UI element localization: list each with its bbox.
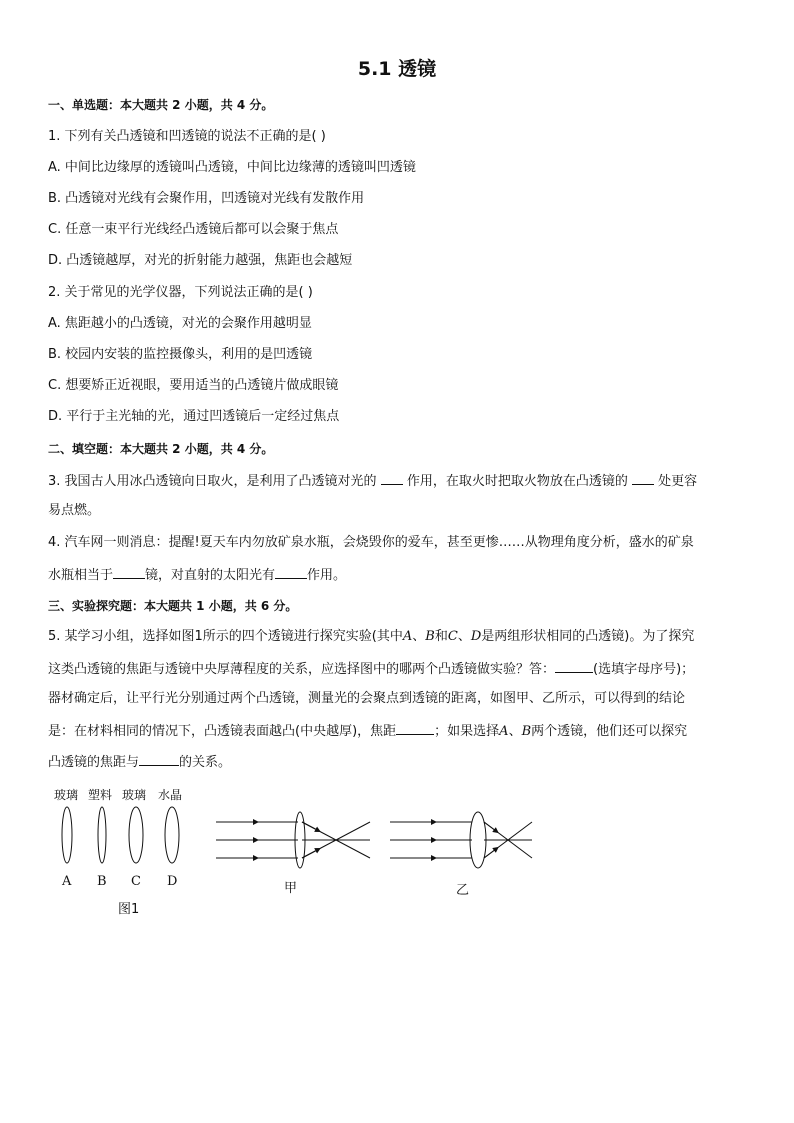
material-label-a: 玻璃 — [54, 788, 79, 802]
q5-line2 — [48, 659, 748, 679]
q5-text-4a: 是：在材料相同的情况下，凸透镜表面越凸(中央越厚)，焦距 — [48, 724, 397, 739]
q2-option-c[interactable]: C. 想要矫正近视眼，要用适当的凸透镜片做成眼镜 — [48, 378, 339, 393]
q3-line2: 易点燃。 — [48, 503, 101, 518]
lens-c — [129, 807, 143, 863]
q3-blank-2[interactable] — [632, 471, 654, 485]
q3-text-1: 3. 我国古人用冰凸透镜向日取火，是利用了凸透镜对光的 — [48, 474, 377, 489]
q5-letter-b: B — [425, 629, 435, 644]
q4-text-2: 水瓶相当于 — [48, 568, 114, 583]
lens-b — [98, 807, 106, 863]
q5-text-2b: (选填字母序号)； — [593, 662, 695, 677]
q2-option-b[interactable]: B. 校园内安装的监控摄像头，利用的是凹透镜 — [48, 347, 313, 362]
q5-line3: 器材确定后，让平行光分别通过两个凸透镜，测量光的会聚点到透镜的距离，如图甲、乙所示，可以得到的结论 — [48, 691, 686, 706]
q3-line1 — [48, 471, 748, 491]
q4-line2 — [48, 565, 748, 585]
q5-letter-a-2: A — [499, 724, 509, 739]
q3-text-2: 作用，在取火时把取火物放在凸透镜的 — [406, 474, 628, 489]
material-label-c: 玻璃 — [122, 788, 147, 802]
q2-stem: 2. 关于常见的光学仪器，下列说法正确的是( ) — [48, 285, 313, 300]
page-title: 5.1 透镜 — [357, 58, 437, 80]
lens-figure — [40, 780, 560, 920]
q5-line1 — [48, 628, 748, 646]
q5-text-5a: 凸透镜的焦距与 — [48, 755, 140, 770]
q5-letter-b-2: B — [521, 724, 532, 739]
diagram-yi — [390, 812, 532, 868]
q4-blank-2[interactable] — [275, 565, 307, 579]
q1-option-d[interactable]: D. 凸透镜越厚，对光的折射能力越强，焦距也会越短 — [48, 253, 353, 268]
q1-stem: 1. 下列有关凸透镜和凹透镜的说法不正确的是( ) — [48, 129, 326, 144]
lens-letter-d: D — [167, 874, 178, 889]
q1-option-a[interactable]: A. 中间比边缘厚的透镜叫凸透镜，中间比边缘薄的透镜叫凹透镜 — [48, 160, 416, 175]
lens-letter-b: B — [97, 874, 107, 889]
lens-yi — [470, 812, 486, 868]
lens-letter-c: C — [131, 874, 141, 889]
q1-option-b[interactable]: B. 凸透镜对光线有会聚作用，凹透镜对光线有发散作用 — [48, 191, 365, 206]
q5-text-5b: 的关系。 — [179, 755, 232, 770]
label-jia: 甲 — [284, 881, 298, 896]
label-yi: 乙 — [456, 883, 470, 898]
q5-sep-1: 、 — [412, 629, 426, 644]
q5-blank-2[interactable] — [396, 721, 434, 735]
section-experiment: 三、实验探究题：本大题共 1 小题，共 6 分。 — [48, 599, 298, 613]
material-label-b: 塑料 — [88, 788, 113, 802]
q2-option-d[interactable]: D. 平行于主光轴的光，通过凹透镜后一定经过焦点 — [48, 409, 340, 424]
lens-a — [62, 807, 72, 863]
q5-letter-a: A — [402, 629, 413, 644]
section-fill-blank: 二、填空题：本大题共 2 小题，共 4 分。 — [48, 442, 274, 456]
q5-sep-2: 、 — [457, 629, 471, 644]
material-label-d: 水晶 — [158, 788, 183, 802]
section-single-choice: 一、单选题：本大题共 2 小题，共 4 分。 — [48, 98, 274, 112]
q5-text-4c: 两个透镜，他们还可以探究 — [531, 724, 688, 739]
lens-d — [165, 807, 179, 863]
diagram-jia — [216, 812, 370, 868]
q5-text-4b: ；如果选择 — [434, 724, 500, 739]
q5-sep-3: 、 — [508, 724, 522, 739]
q4-blank-1[interactable] — [113, 565, 145, 579]
lens-letter-a: A — [62, 874, 72, 889]
figure-caption: 图1 — [118, 902, 140, 917]
q5-text-1b: 是两组形状相同的凸透镜)。为了探究 — [481, 629, 695, 644]
q5-letter-d: D — [470, 629, 482, 644]
q4-text-4: 作用。 — [307, 568, 347, 583]
q5-line4 — [48, 721, 748, 741]
q3-blank-1[interactable] — [381, 471, 403, 485]
q4-line1: 4. 汽车网一则消息：提醒!夏天车内勿放矿泉水瓶，会烧毁你的爱车，甚至更惨……从物理角度分析，盛水的矿泉 — [48, 535, 694, 550]
q5-blank-3[interactable] — [139, 752, 179, 766]
q5-text-1a: 5. 某学习小组，选择如图1所示的四个透镜进行探究实验(其中 — [48, 629, 403, 644]
q3-text-3: 处更容 — [658, 474, 698, 489]
q2-option-a[interactable]: A. 焦距越小的凸透镜，对光的会聚作用越明显 — [48, 316, 312, 331]
q5-line5 — [48, 752, 748, 772]
q5-blank-1[interactable] — [555, 659, 593, 673]
q4-text-3: 镜，对直射的太阳光有 — [145, 568, 276, 583]
q5-text-2a: 这类凸透镜的焦距与透镜中央厚薄程度的关系，应选择图中的哪两个凸透镜做实验？答： — [48, 662, 556, 677]
q5-letter-c: C — [447, 629, 458, 644]
q1-option-c[interactable]: C. 任意一束平行光线经凸透镜后都可以会聚于焦点 — [48, 222, 339, 237]
q5-and: 和 — [434, 629, 448, 644]
